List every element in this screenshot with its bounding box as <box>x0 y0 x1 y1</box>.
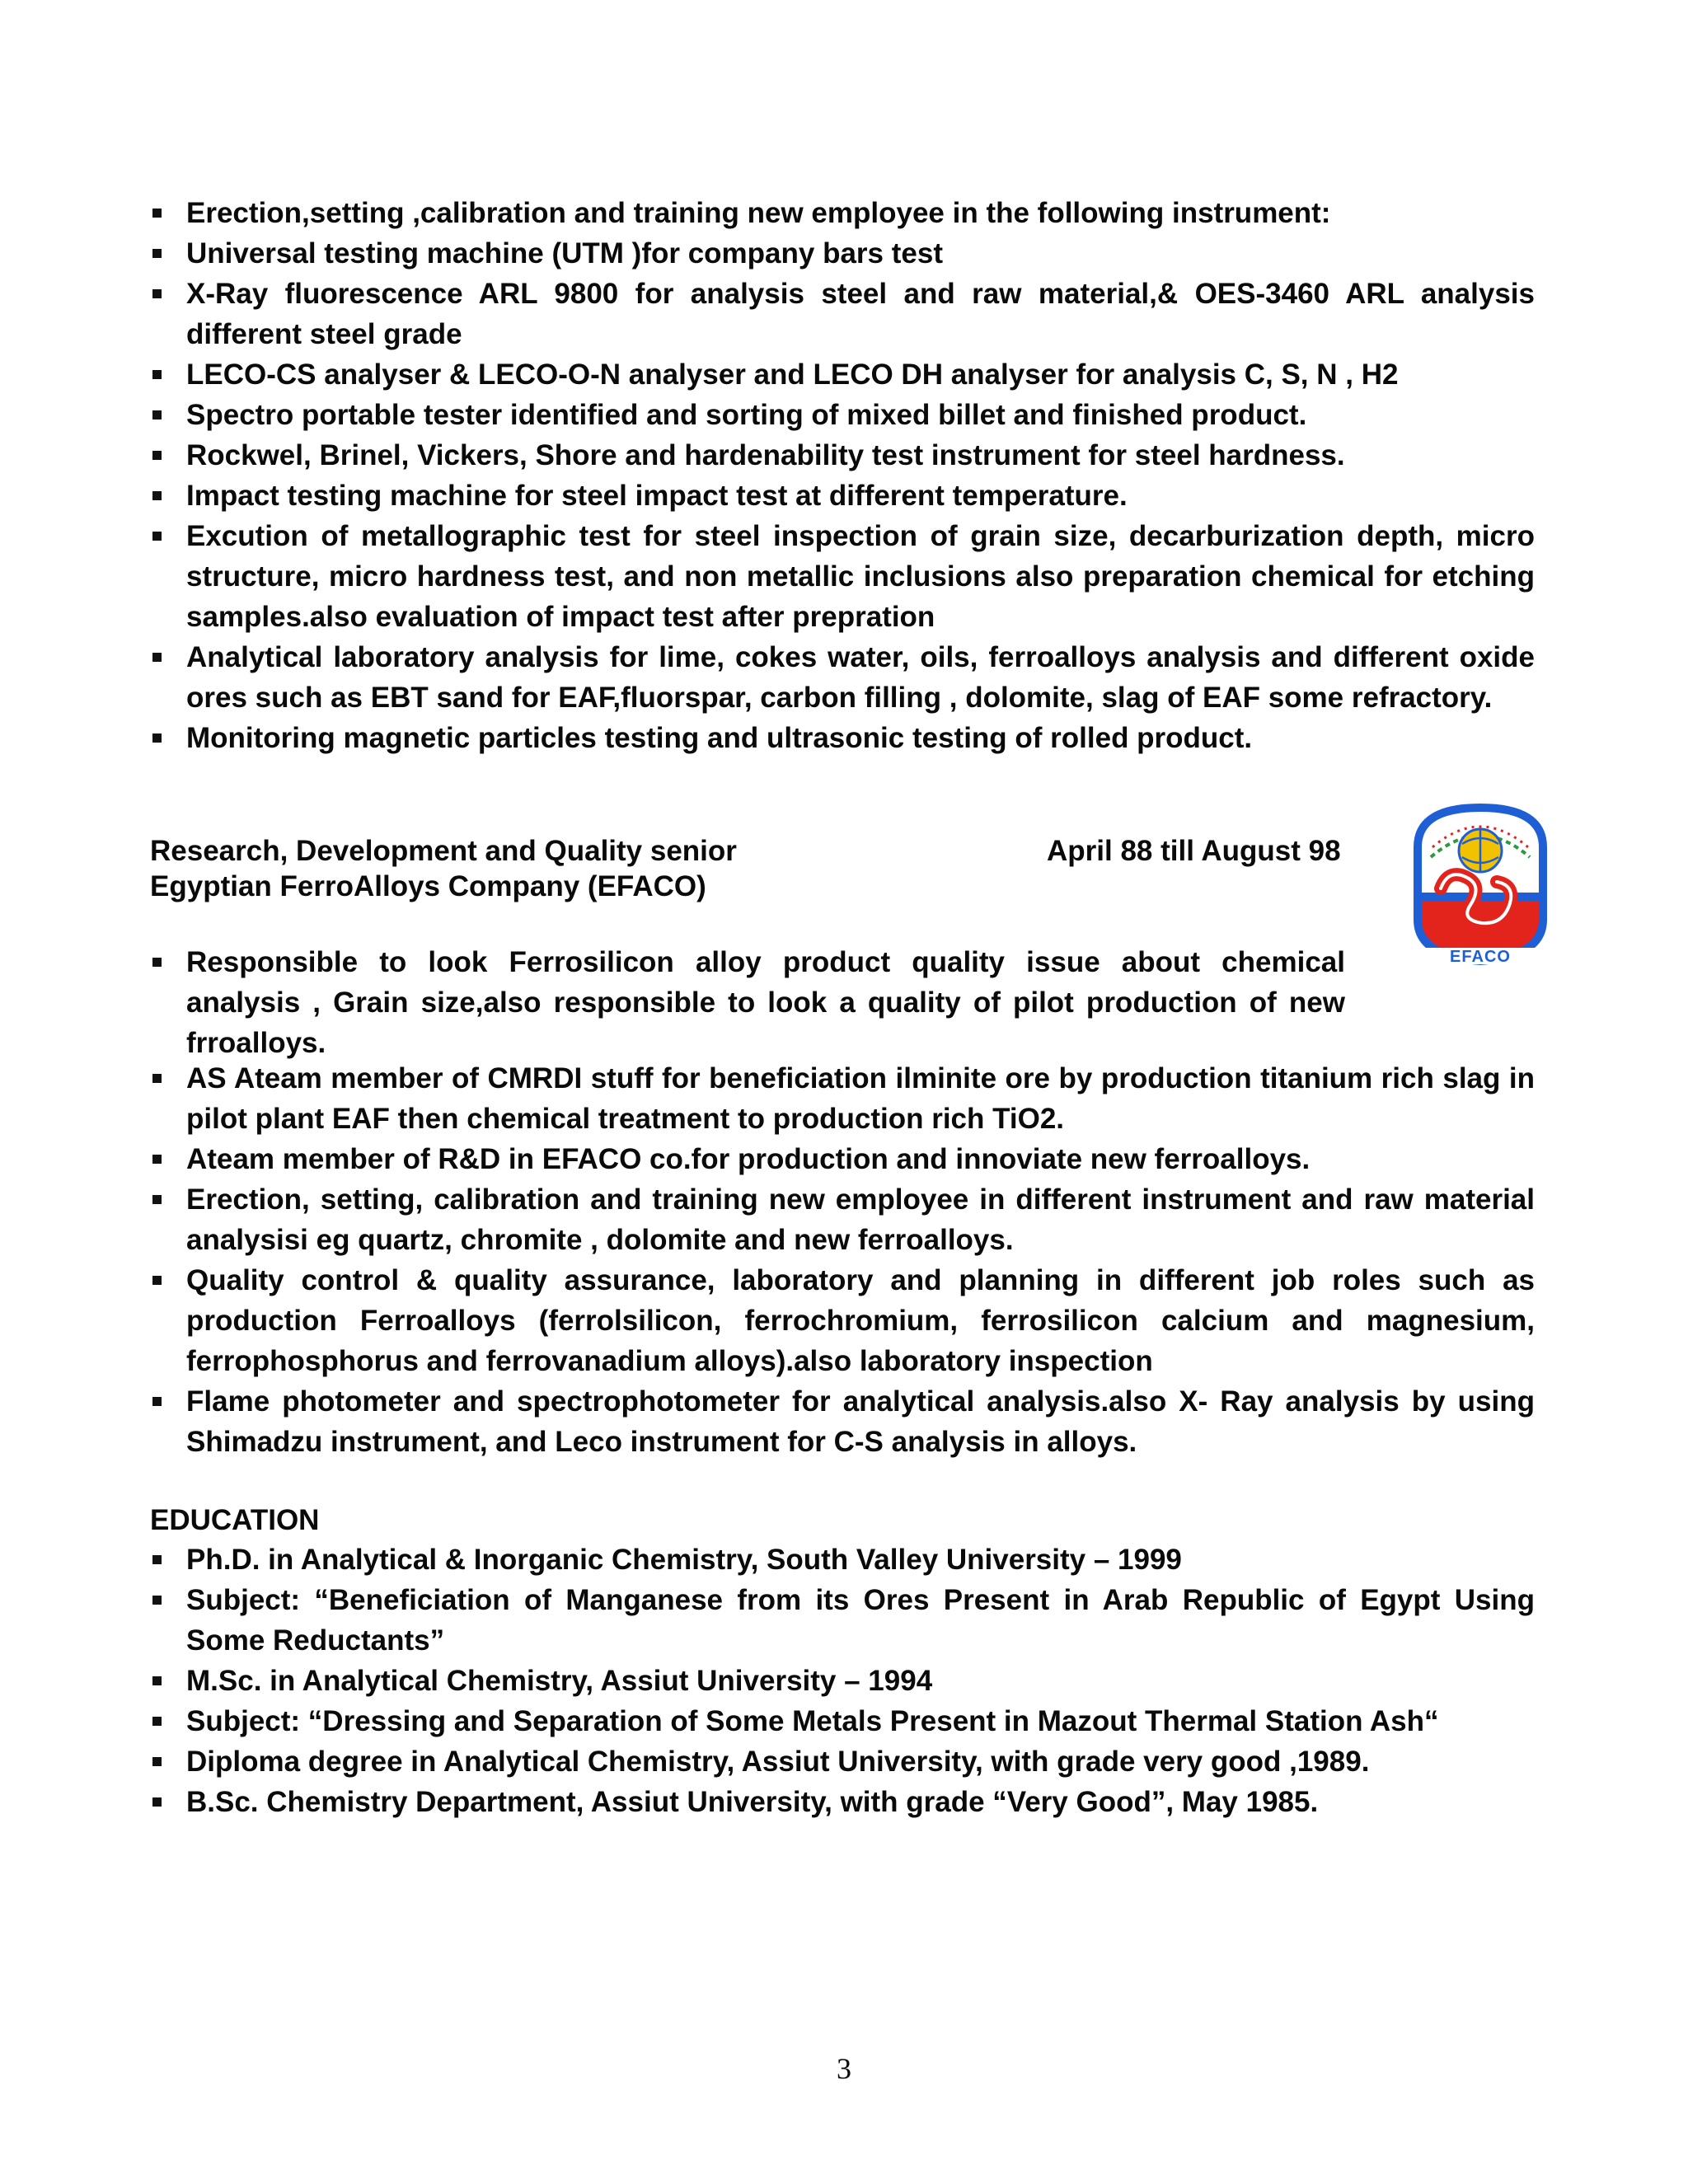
list-item-text: Universal testing machine (UTM )for company bars test <box>186 237 943 269</box>
job-title: Research, Development and Quality senior <box>150 835 737 867</box>
list-item <box>150 1179 1535 1260</box>
list-item-text: Flame photometer and spectrophotometer for analytical analysis.also X- Ray analysis by using Shimadzu instrument, and Leco instrument for C-S analysis in alloys. <box>186 1385 1535 1458</box>
list-item-text: Excution of metallographic test for steel inspection of grain size, decarburization depth, micro structure, micro hardness test, and non metallic inclusions also preparation chemical for etching samples.also evaluation of impact test after prepration <box>186 520 1535 633</box>
job-dates: April 88 till August 98 <box>1047 835 1341 867</box>
list-item-text: Rockwel, Brinel, Vickers, Shore and hardenability test instrument for steel hardness. <box>186 439 1345 471</box>
list-item-text: Ph.D. in Analytical & Inorganic Chemistry, South Valley University – 1999 <box>186 1544 1182 1576</box>
efaco-logo <box>1400 799 1561 966</box>
list-item <box>150 1661 1535 1701</box>
list-item <box>150 1260 1535 1381</box>
list-item <box>150 395 1535 435</box>
list-item <box>150 942 1535 1063</box>
efaco-activity-list <box>150 1058 1535 1462</box>
list-item-text: X-Ray fluorescence ARL 9800 for analysis steel and raw material,& OES-3460 ARL analysis different steel grade <box>186 278 1535 350</box>
list-item <box>150 354 1535 395</box>
education-heading: EDUCATION <box>150 1504 320 1536</box>
list-item <box>150 718 1535 758</box>
list-item-text: Subject: “Beneficiation of Manganese from its Ores Present in Arab Republic of Egypt Using Some Reductants” <box>186 1584 1535 1657</box>
list-item-text: Erection, setting, calibration and training new employee in different instrument and raw material analysisi eg quartz, chromite , dolomite and new ferroalloys. <box>186 1183 1535 1256</box>
list-item <box>150 274 1535 354</box>
list-item-text: Quality control & quality assurance, laboratory and planning in different job roles such as production Ferroalloys (ferrolsilicon, ferrochromium, ferrosilicon calcium and magnesium, ferrophosphorus and ferrovanadium alloys).also laboratory inspection <box>186 1264 1535 1377</box>
list-item-text: Erection,setting ,calibration and training new employee in the following instrument: <box>186 197 1331 229</box>
list-item <box>150 516 1535 637</box>
company-name: Egyptian FerroAlloys Company (EFACO) <box>150 870 706 902</box>
list-item <box>150 1381 1535 1462</box>
list-item-text: Diploma degree in Analytical Chemistry, Assiut University, with grade very good ,1989. <box>186 1746 1370 1778</box>
list-item-text: AS Ateam member of CMRDI stuff for beneficiation ilminite ore by production titanium rich slag in pilot plant EAF then chemical treatment to production rich TiO2. <box>186 1062 1535 1135</box>
list-item <box>150 1741 1535 1782</box>
education-list <box>150 1540 1535 1822</box>
list-item <box>150 1701 1535 1741</box>
list-item-text: Spectro portable tester identified and sorting of mixed billet and finished product. <box>186 399 1307 431</box>
list-item <box>150 476 1535 516</box>
list-item-text: Responsible to look Ferrosilicon alloy product quality issue about chemical analysis , Grain size,also responsible to look a quality of pilot production of new frroalloys. <box>186 946 1345 1059</box>
instrument-experience-list <box>150 193 1535 758</box>
list-item-text: Impact testing machine for steel impact test at different temperature. <box>186 480 1128 512</box>
list-item-text: LECO-CS analyser & LECO-O-N analyser and LECO DH analyser for analysis C, S, N , H2 <box>186 359 1399 391</box>
efaco-logo-text: EFACO <box>1450 948 1511 966</box>
list-item-text: Monitoring magnetic particles testing and ultrasonic testing of rolled product. <box>186 722 1253 754</box>
efaco-logo-emblem-icon <box>1418 808 1543 961</box>
list-item <box>150 1782 1535 1822</box>
list-item <box>150 1580 1535 1661</box>
list-item <box>150 1139 1535 1179</box>
list-item <box>150 435 1535 476</box>
list-item <box>150 637 1535 718</box>
list-item <box>150 193 1535 233</box>
list-item-text: Ateam member of R&D in EFACO co.for production and innoviate new ferroalloys. <box>186 1143 1311 1175</box>
list-item <box>150 233 1535 274</box>
list-item <box>150 1058 1535 1139</box>
list-item-text: M.Sc. in Analytical Chemistry, Assiut University – 1994 <box>186 1665 933 1697</box>
list-item-text: Subject: “Dressing and Separation of Some Metals Present in Mazout Thermal Station Ash“ <box>186 1705 1439 1737</box>
page-number: 3 <box>837 2052 851 2085</box>
list-item <box>150 1540 1535 1580</box>
efaco-responsibility-list <box>150 942 1535 1063</box>
list-item-text: B.Sc. Chemistry Department, Assiut University, with grade “Very Good”, May 1985. <box>186 1786 1319 1818</box>
list-item-text: Analytical laboratory analysis for lime, cokes water, oils, ferroalloys analysis and different oxide ores such as EBT sand for EAF,fluorspar, carbon filling , dolomite, slag of EAF some refractory. <box>186 641 1535 714</box>
